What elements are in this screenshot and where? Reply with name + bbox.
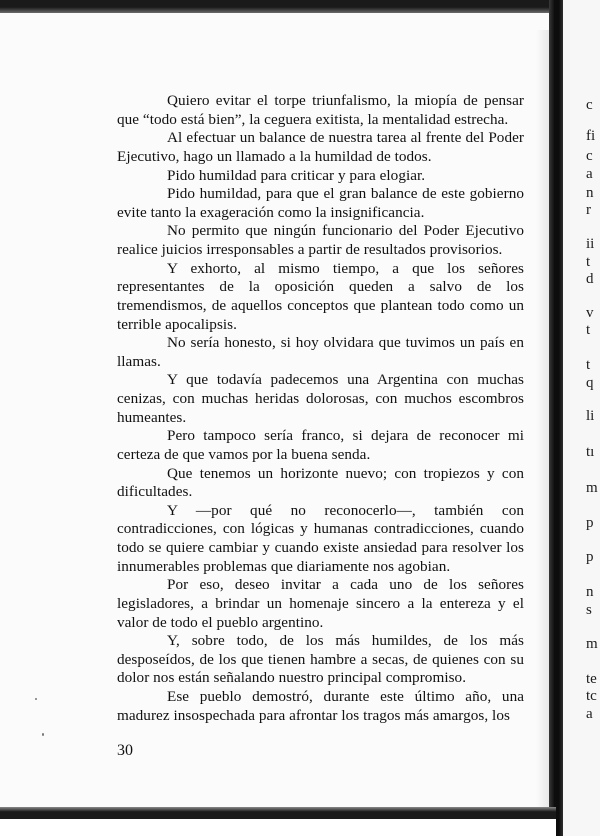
paragraph: Y —por qué no reconocerlo—, también con contradicciones, con lógicas y humanas contradicciones, cuando todo se quiere cambiar y cuando existe ansiedad para resolver los innumerables problemas que diariamente nos agobian. (117, 501, 524, 575)
scan-speck (42, 733, 44, 736)
paragraph: Y, sobre todo, de los más humildes, de los más desposeídos, de los que tienen hambre a secas, de quienes con su dolor nos están señalando nuestro principal compromiso. (117, 632, 524, 687)
facing-page-fragment: s (586, 602, 592, 618)
facing-page-fragment: n (586, 185, 594, 201)
facing-page-fragment: q (586, 375, 594, 391)
facing-page-fragment: t (586, 357, 591, 373)
facing-page-fragment: tı (586, 444, 595, 460)
paragraph: No sería honesto, si hoy olvidara que tuvimos un país en llamas. (117, 334, 524, 370)
scan-speck (35, 698, 37, 700)
gutter-shadow (536, 30, 550, 810)
facing-page-fragment: m (586, 636, 598, 652)
facing-page-fragment: d (586, 271, 594, 287)
paragraph: Ese pueblo demostró, durante este último año, una madurez insospechada para afrontar los tragos más amargos, los (117, 688, 524, 724)
facing-page-fragment: t (586, 254, 591, 270)
scan-bottom-edge (0, 807, 556, 819)
facing-page-fragment: n (586, 584, 594, 600)
paragraph: Quiero evitar el torpe triunfalismo, la miopía de pensar que “todo está bien”, la ceguera exitista, la mentalidad estrecha. (117, 92, 524, 128)
scan-top-edge (0, 0, 556, 13)
facing-page-fragment: a (586, 166, 593, 182)
paragraph: Y exhorto, al mismo tiempo, a que los señores representantes de la oposición queden a salvo de los tremendismos, de aquellos conceptos que plantean todo como un terrible apocalipsis. (117, 259, 524, 333)
facing-page-fragment: c (586, 97, 593, 113)
facing-page-fragment: p (586, 515, 594, 531)
facing-page-fragment: c (586, 148, 593, 164)
facing-page-fragment: tc (586, 688, 597, 704)
paragraph: Que tenemos un horizonte nuevo; con tropiezos y con dificultades. (117, 464, 524, 501)
facing-page-fragment: a (586, 706, 593, 722)
page-number: 30 (117, 742, 133, 759)
facing-page-fragment: fi (586, 128, 596, 144)
paragraph: Y que todavía padecemos una Argentina con muchas cenizas, con muchas heridas dolorosas, con muchos escombros humeantes. (117, 371, 524, 426)
paragraph: Pero tampoco sería franco, si dejara de reconocer mi certeza de que vamos por la buena senda. (117, 427, 524, 463)
facing-page-fragment: t (586, 322, 591, 338)
facing-page-fragment: v (586, 305, 594, 321)
facing-page-fragment: p (586, 549, 594, 565)
body-text (117, 92, 524, 725)
facing-page-fragment: ii (586, 236, 595, 252)
facing-page-fragment: r (586, 202, 591, 218)
paragraph: No permito que ningún funcionario del Poder Ejecutivo realice juicios irresponsables a partir de resultados provisorios. (117, 222, 524, 258)
binding-gutter (549, 0, 563, 836)
paragraph: Por eso, deseo invitar a cada uno de los señores legisladores, a brindar un homenaje sincero a la entereza y el valor de todo el pueblo argentino. (117, 576, 524, 631)
facing-page-strip (563, 0, 600, 836)
paragraph: Pido humildad, para que el gran balance de este gobierno evite tanto la exageración como la insignificancia. (117, 185, 524, 221)
facing-page-fragment: te (586, 671, 597, 687)
scan-bottom-margin (0, 819, 556, 836)
paragraph: Pido humildad para criticar y para elogiar. (167, 166, 426, 184)
paragraph: Al efectuar un balance de nuestra tarea al frente del Poder Ejecutivo, hago un llamado a la humildad de todos. (117, 129, 524, 165)
facing-page-fragment: m (586, 480, 598, 496)
facing-page-fragment: li (586, 408, 595, 424)
